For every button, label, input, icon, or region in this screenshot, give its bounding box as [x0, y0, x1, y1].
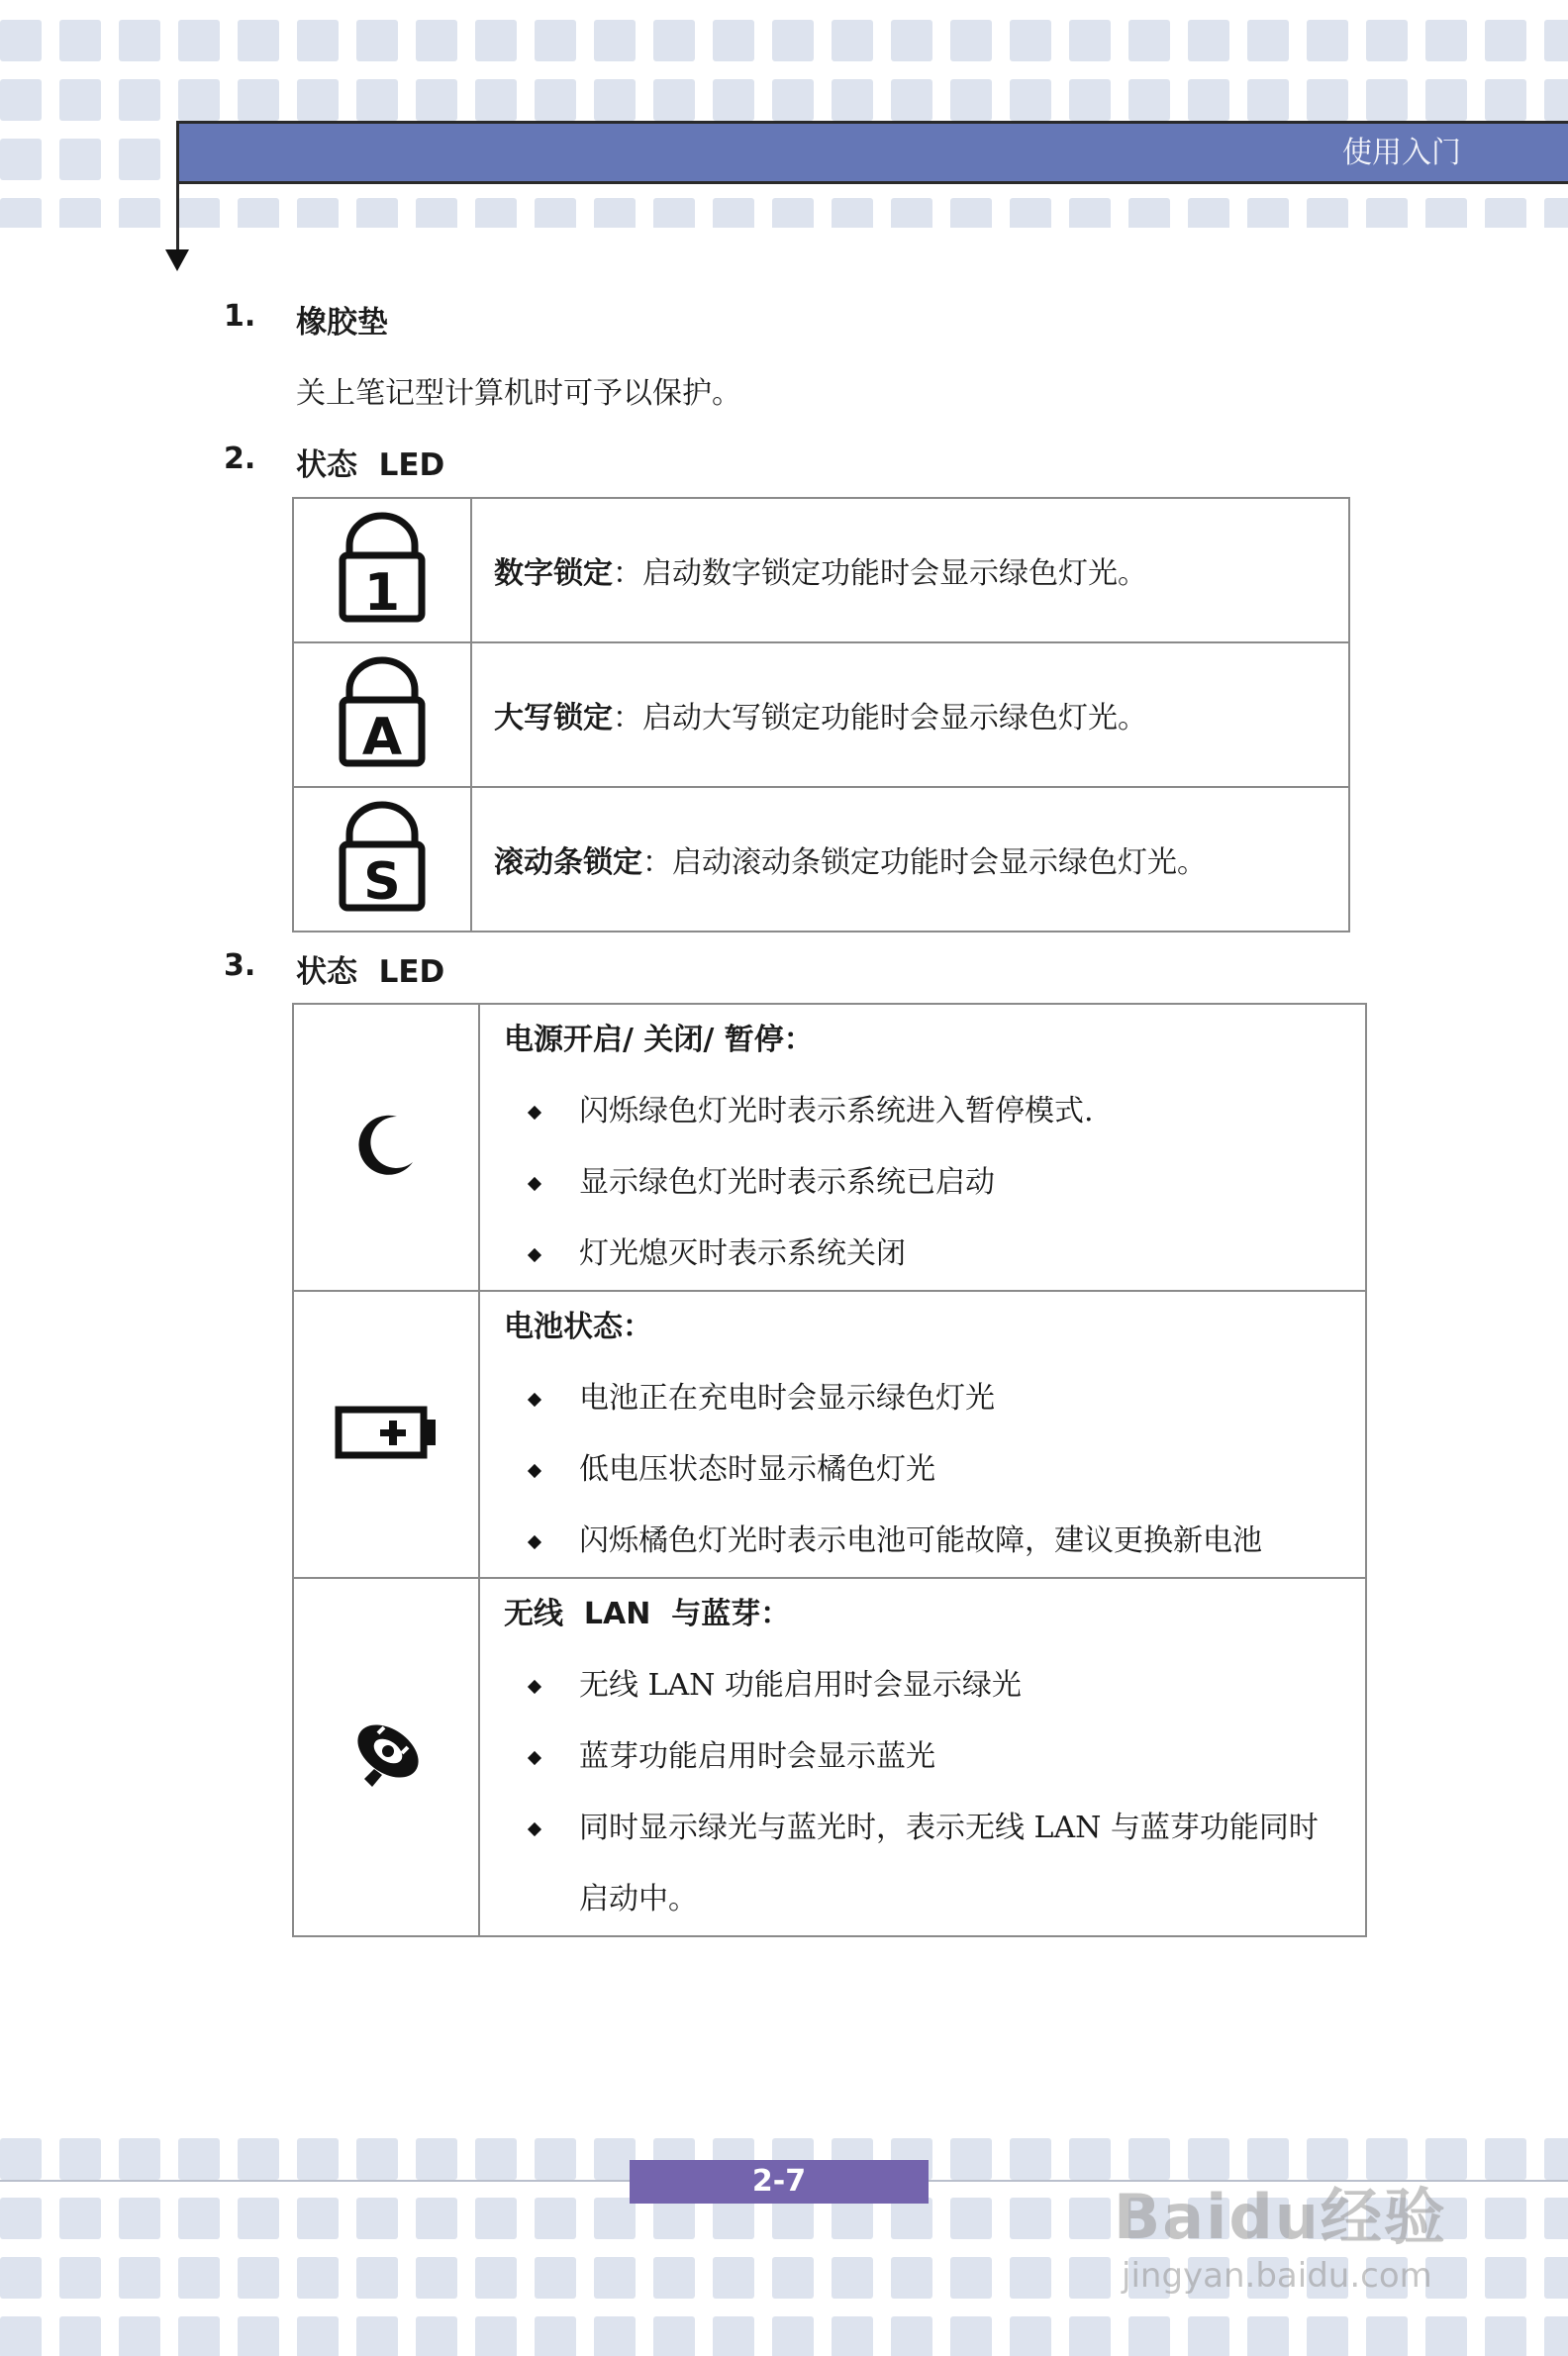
grid-cell	[1069, 79, 1111, 121]
grid-cell	[1247, 20, 1289, 61]
grid-cell	[238, 79, 279, 121]
list-item: 无线 LAN 功能启用时会显示绿光	[504, 1650, 1365, 1721]
grid-cell	[475, 2138, 517, 2180]
lock-led-desc: 启动大写锁定功能时会显示绿色灯光。	[642, 701, 1147, 736]
grid-cell	[594, 198, 636, 228]
grid-cell	[178, 2257, 220, 2299]
watermark-brand: Baidu经验	[1114, 2181, 1447, 2253]
grid-cell	[356, 20, 398, 61]
section-2-number: 2.	[224, 442, 256, 476]
grid-cell	[713, 2316, 754, 2356]
list-item: 灯光熄灭时表示系统关闭	[504, 1219, 1365, 1290]
grid-cell	[356, 2316, 398, 2356]
grid-cell	[1485, 2138, 1526, 2180]
grid-cell	[950, 20, 992, 61]
grid-cell	[0, 2138, 42, 2180]
grid-cell	[416, 2198, 457, 2239]
grid-cell	[1544, 2316, 1568, 2356]
grid-cell	[475, 2257, 517, 2299]
grid-cell	[1010, 2198, 1051, 2239]
grid-cell	[832, 198, 873, 228]
grid-cell	[1366, 2316, 1408, 2356]
grid-cell	[1485, 2316, 1526, 2356]
section-2-title: 状态 LED	[296, 447, 445, 483]
status-led-title: 无线 LAN 与蓝芽：	[504, 1597, 791, 1631]
grid-cell	[59, 139, 101, 180]
num-lock-glyph: 1	[363, 563, 401, 623]
header-bar	[176, 121, 1568, 184]
grid-cell	[416, 20, 457, 61]
grid-cell	[535, 20, 576, 61]
grid-cell	[59, 2138, 101, 2180]
grid-cell	[1010, 2257, 1051, 2299]
grid-cell	[356, 198, 398, 228]
list-item: 蓝芽功能启用时会显示蓝光	[504, 1721, 1365, 1793]
grid-cell	[416, 2316, 457, 2356]
grid-cell	[0, 20, 42, 61]
grid-cell	[1544, 20, 1568, 61]
grid-cell	[1069, 20, 1111, 61]
grid-cell	[0, 2316, 42, 2356]
grid-cell	[1069, 198, 1111, 228]
header-vertical-line	[176, 121, 179, 254]
grid-cell	[1069, 2316, 1111, 2356]
grid-cell	[891, 20, 932, 61]
grid-row	[0, 2316, 1568, 2356]
scroll-lock-glyph: S	[363, 852, 401, 912]
grid-cell	[238, 198, 279, 228]
section-3-number: 3.	[224, 948, 256, 983]
grid-cell	[59, 198, 101, 228]
grid-cell	[594, 2257, 636, 2299]
grid-cell	[1544, 79, 1568, 121]
grid-cell	[1307, 79, 1348, 121]
wireless-icon	[344, 1714, 428, 1797]
header-title: 使用入门	[1342, 136, 1461, 170]
grid-cell	[297, 2138, 339, 2180]
grid-row	[0, 79, 1568, 121]
grid-cell	[1485, 198, 1526, 228]
lock-led-sep: ：	[642, 845, 672, 880]
grid-cell	[1010, 2316, 1051, 2356]
grid-cell	[772, 20, 814, 61]
grid-cell	[594, 20, 636, 61]
grid-cell	[475, 20, 517, 61]
grid-cell	[891, 2316, 932, 2356]
grid-cell	[119, 198, 160, 228]
down-arrow-icon	[165, 249, 189, 271]
grid-cell	[59, 2257, 101, 2299]
grid-cell	[772, 2257, 814, 2299]
grid-cell	[1128, 20, 1170, 61]
lock-led-table	[292, 497, 1350, 933]
lock-led-row	[293, 498, 1349, 642]
lock-led-desc: 启动滚动条锁定功能时会显示绿色灯光。	[672, 845, 1207, 880]
grid-cell	[535, 2257, 576, 2299]
grid-cell	[713, 20, 754, 61]
grid-cell	[59, 20, 101, 61]
grid-cell	[1069, 2138, 1111, 2180]
list-item-continuation: 启动中。	[579, 1882, 698, 1916]
lock-led-row	[293, 642, 1349, 787]
caps-lock-icon	[338, 656, 427, 769]
grid-cell	[653, 2198, 695, 2239]
grid-cell	[1247, 2316, 1289, 2356]
grid-cell	[119, 2316, 160, 2356]
grid-cell	[119, 2257, 160, 2299]
lock-led-label: 数字锁定	[494, 556, 613, 591]
grid-cell	[1485, 79, 1526, 121]
watermark	[1114, 2168, 1447, 2296]
grid-cell	[950, 2138, 992, 2180]
grid-cell	[950, 198, 992, 228]
grid-cell	[653, 198, 695, 228]
lock-led-sep: ：	[613, 701, 642, 736]
grid-cell	[0, 2198, 42, 2239]
grid-cell	[1010, 198, 1051, 228]
grid-cell	[297, 198, 339, 228]
grid-cell	[832, 2257, 873, 2299]
num-lock-icon	[338, 512, 427, 625]
grid-cell	[1425, 79, 1467, 121]
list-item: 低电压状态时显示橘色灯光	[504, 1434, 1365, 1506]
grid-cell	[713, 198, 754, 228]
grid-cell	[1485, 2198, 1526, 2239]
grid-row	[0, 198, 1568, 228]
grid-cell	[356, 2198, 398, 2239]
grid-cell	[0, 79, 42, 121]
grid-cell	[1307, 2316, 1348, 2356]
grid-cell	[832, 20, 873, 61]
list-item: 闪烁橘色灯光时表示电池可能故障，建议更换新电池	[504, 1506, 1365, 1577]
grid-cell	[475, 79, 517, 121]
grid-cell	[653, 2257, 695, 2299]
grid-cell	[891, 79, 932, 121]
grid-cell	[1247, 198, 1289, 228]
grid-cell	[772, 2198, 814, 2239]
grid-cell	[1485, 20, 1526, 61]
grid-cell	[1188, 198, 1229, 228]
grid-cell	[416, 198, 457, 228]
section-1-description: 关上笔记型计算机时可予以保护。	[296, 376, 741, 411]
grid-cell	[1307, 20, 1348, 61]
grid-cell	[416, 2257, 457, 2299]
lock-led-sep: ：	[613, 556, 642, 591]
grid-cell	[1307, 198, 1348, 228]
grid-cell	[1069, 2257, 1111, 2299]
grid-cell	[1544, 2138, 1568, 2180]
grid-cell	[772, 2316, 814, 2356]
section-1-number: 1.	[224, 299, 256, 334]
grid-cell	[238, 20, 279, 61]
grid-cell	[178, 20, 220, 61]
grid-cell	[1128, 2316, 1170, 2356]
grid-cell	[1188, 2316, 1229, 2356]
grid-cell	[1188, 79, 1229, 121]
grid-cell	[1247, 79, 1289, 121]
status-led-row	[293, 1291, 1366, 1578]
status-led-title: 电池状态：	[504, 1310, 652, 1344]
grid-cell	[594, 2198, 636, 2239]
grid-cell	[1366, 198, 1408, 228]
grid-cell	[772, 198, 814, 228]
grid-cell	[950, 79, 992, 121]
grid-cell	[535, 2316, 576, 2356]
page-number: 2-7	[630, 2160, 929, 2204]
grid-cell	[1128, 198, 1170, 228]
grid-cell	[59, 2198, 101, 2239]
grid-cell	[832, 2198, 873, 2239]
grid-cell	[356, 2257, 398, 2299]
caps-lock-glyph: A	[361, 708, 403, 767]
grid-cell	[1544, 2257, 1568, 2299]
grid-cell	[119, 139, 160, 180]
grid-cell	[1128, 79, 1170, 121]
grid-cell	[535, 2198, 576, 2239]
grid-cell	[1425, 20, 1467, 61]
grid-cell	[1544, 198, 1568, 228]
list-item: 显示绿色灯光时表示系统已启动	[504, 1147, 1365, 1219]
grid-cell	[0, 198, 42, 228]
grid-cell	[1010, 79, 1051, 121]
status-led-table	[292, 1003, 1367, 1937]
grid-cell	[119, 79, 160, 121]
grid-cell	[178, 2138, 220, 2180]
grid-cell	[119, 2138, 160, 2180]
grid-cell	[713, 2257, 754, 2299]
grid-cell	[238, 2257, 279, 2299]
grid-cell	[119, 2198, 160, 2239]
grid-cell	[1010, 2138, 1051, 2180]
lock-led-row	[293, 787, 1349, 932]
grid-cell	[1425, 198, 1467, 228]
grid-cell	[238, 2138, 279, 2180]
grid-cell	[297, 2316, 339, 2356]
grid-cell	[297, 2257, 339, 2299]
grid-cell	[178, 79, 220, 121]
grid-cell	[891, 2198, 932, 2239]
grid-cell	[832, 79, 873, 121]
grid-cell	[178, 2198, 220, 2239]
grid-cell	[238, 2316, 279, 2356]
grid-cell	[1485, 2257, 1526, 2299]
list-item: 同时显示绿光与蓝光时，表示无线 LAN 与蓝芽功能同时	[504, 1793, 1365, 1864]
battery-icon	[335, 1404, 438, 1461]
grid-cell	[178, 2316, 220, 2356]
grid-cell	[475, 2316, 517, 2356]
grid-cell	[416, 2138, 457, 2180]
grid-cell	[238, 2198, 279, 2239]
grid-cell	[416, 79, 457, 121]
grid-cell	[950, 2316, 992, 2356]
grid-cell	[594, 79, 636, 121]
grid-cell	[1010, 20, 1051, 61]
list-item: 电池正在充电时会显示绿色灯光	[504, 1363, 1365, 1434]
grid-cell	[950, 2257, 992, 2299]
grid-cell	[1188, 20, 1229, 61]
grid-cell	[653, 2316, 695, 2356]
moon-icon	[351, 1111, 421, 1180]
grid-cell	[535, 198, 576, 228]
grid-cell	[653, 79, 695, 121]
section-1-title: 橡胶垫	[296, 305, 388, 341]
grid-cell	[297, 2198, 339, 2239]
grid-cell	[356, 79, 398, 121]
grid-cell	[297, 20, 339, 61]
watermark-url: jingyan.baidu.com	[1122, 2256, 1432, 2296]
grid-cell	[535, 2138, 576, 2180]
section-3-title: 状态 LED	[296, 954, 445, 990]
grid-cell	[772, 79, 814, 121]
list-item: 闪烁绿色灯光时表示系统进入暂停模式.	[504, 1076, 1365, 1147]
grid-cell	[713, 79, 754, 121]
lock-led-label: 大写锁定	[494, 701, 613, 736]
grid-cell	[0, 139, 42, 180]
status-led-row	[293, 1578, 1366, 1936]
grid-cell	[178, 198, 220, 228]
status-led-title: 电源开启/ 关闭/ 暂停：	[504, 1023, 814, 1057]
grid-cell	[832, 2316, 873, 2356]
grid-cell	[950, 2198, 992, 2239]
grid-cell	[1366, 79, 1408, 121]
lock-led-desc: 启动数字锁定功能时会显示绿色灯光。	[642, 556, 1147, 591]
grid-row	[0, 20, 1568, 61]
grid-cell	[891, 2257, 932, 2299]
grid-cell	[1544, 2198, 1568, 2239]
grid-cell	[0, 2257, 42, 2299]
grid-cell	[297, 79, 339, 121]
grid-cell	[1069, 2198, 1111, 2239]
grid-cell	[475, 198, 517, 228]
grid-cell	[59, 79, 101, 121]
grid-cell	[653, 20, 695, 61]
grid-cell	[535, 79, 576, 121]
grid-cell	[356, 2138, 398, 2180]
grid-cell	[1425, 2316, 1467, 2356]
grid-cell	[891, 198, 932, 228]
grid-cell	[713, 2198, 754, 2239]
grid-cell	[594, 2316, 636, 2356]
scroll-lock-icon	[338, 801, 427, 914]
status-led-row	[293, 1004, 1366, 1291]
grid-cell	[475, 2198, 517, 2239]
grid-cell	[59, 2316, 101, 2356]
lock-led-label: 滚动条锁定	[494, 845, 642, 880]
grid-cell	[119, 20, 160, 61]
grid-cell	[1366, 20, 1408, 61]
